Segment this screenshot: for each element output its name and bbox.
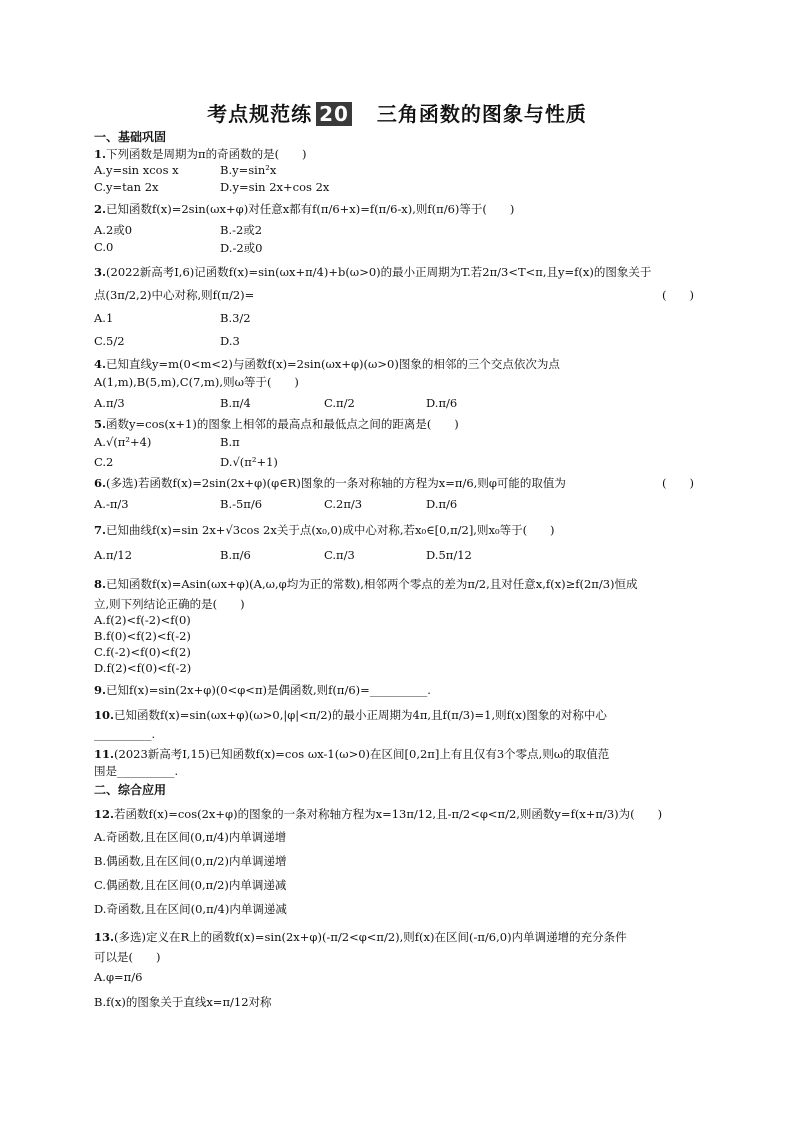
question-3-option-a: A.1: [94, 311, 114, 325]
question-2-stem: [94, 201, 514, 217]
question-number: 2.: [94, 202, 107, 216]
question-7-option-a: A.π/12: [94, 548, 133, 562]
question-7-option-b: B.π/6: [220, 548, 251, 562]
question-text: 已知曲线f(x)=sin 2x+√3cos 2x关于点(x₀,0)成中心对称,若x₀∈[0,π/2],则x₀等于( ): [106, 523, 555, 537]
section-basic: 一、基础巩固: [94, 130, 167, 144]
question-1-stem: [94, 146, 307, 162]
question-7-option-d: D.5π/12: [426, 548, 472, 562]
question-text: (2023新高考Ⅰ,15)已知函数f(x)=cos ωx-1(ω>0)在区间[0,2π]上有且仅有3个零点,则ω的取值范: [114, 747, 610, 761]
question-number: 4.: [94, 357, 107, 371]
question-11-stem-line2: 围是__________.: [94, 764, 179, 778]
question-1-option-c: C.y=tan 2x: [94, 180, 159, 194]
question-4-option-c: C.π/2: [324, 396, 355, 410]
question-number: 7.: [94, 523, 107, 537]
question-number: 3.: [94, 265, 107, 279]
question-6-option-d: D.π/6: [426, 497, 458, 511]
question-3-answer-paren: ( ): [662, 288, 694, 302]
question-number: 11.: [94, 747, 115, 761]
question-13-option-a: A.φ=π/6: [94, 970, 143, 984]
question-5-option-a: A.√(π²+4): [94, 435, 152, 449]
question-text: 下列函数是周期为π的奇函数的是( ): [106, 147, 307, 161]
question-number: 8.: [94, 577, 107, 591]
question-number: 10.: [94, 708, 115, 722]
question-7-stem: [94, 522, 555, 538]
question-text: (2022新高考Ⅰ,6)记函数f(x)=sin(ωx+π/4)+b(ω>0)的最小正周期为T.若2π/3<T<π,且y=f(x)的图象关于: [106, 265, 652, 279]
question-8-stem-line1: [94, 576, 638, 592]
question-8-option-c: C.f(-2)<f(0)<f(2): [94, 645, 191, 659]
question-11-stem-line1: [94, 746, 609, 762]
question-1-option-b: B.y=sin²x: [220, 163, 277, 177]
question-text: 已知函数f(x)=sin(ωx+φ)(ω>0,|φ|<π/2)的最小正周期为4π,且f(π/3)=1,则f(x)图象的对称中心: [114, 708, 607, 722]
question-number: 1.: [94, 147, 107, 161]
question-1-option-a: A.y=sin xcos x: [94, 163, 179, 177]
question-3-option-b: B.3/2: [220, 311, 251, 325]
question-8-option-b: B.f(0)<f(2)<f(-2): [94, 629, 191, 643]
question-4-option-d: D.π/6: [426, 396, 458, 410]
question-text: 已知函数f(x)=Asin(ωx+φ)(A,ω,φ均为正的常数),相邻两个零点的差为π/2,且对任意x,f(x)≥f(2π/3)恒成: [106, 577, 638, 591]
question-9-stem: [94, 682, 431, 698]
question-6-option-c: C.2π/3: [324, 497, 363, 511]
question-10-stem-line1: [94, 707, 607, 723]
question-6-answer-paren: ( ): [662, 476, 694, 490]
question-6-stem: [94, 475, 566, 491]
question-12-option-d: D.奇函数,且在区间(0,π/4)内单调递减: [94, 902, 287, 916]
question-13-option-b: B.f(x)的图象关于直线x=π/12对称: [94, 995, 272, 1009]
question-number: 5.: [94, 417, 107, 431]
section-applied: 二、综合应用: [94, 783, 167, 797]
question-13-stem-line1: [94, 929, 627, 945]
page-title: [0, 98, 794, 127]
question-7-option-c: C.π/3: [324, 548, 355, 562]
question-8-option-d: D.f(2)<f(0)<f(-2): [94, 661, 192, 675]
question-number: 9.: [94, 683, 107, 697]
question-12-option-b: B.偶函数,且在区间(0,π/2)内单调递增: [94, 854, 287, 868]
question-1-option-d: D.y=sin 2x+cos 2x: [220, 180, 330, 194]
question-text: 已知函数f(x)=2sin(ωx+φ)对任意x都有f(π/6+x)=f(π/6-x),则f(π/6)等于( ): [106, 202, 515, 216]
question-4-stem-line2: A(1,m),B(5,m),C(7,m),则ω等于( ): [94, 375, 299, 389]
question-6-option-a: A.-π/3: [94, 497, 129, 511]
question-2-option-d: D.-2或0: [220, 241, 263, 255]
question-text: (多选)若函数f(x)=2sin(2x+φ)(φ∈R)图象的一条对称轴的方程为x=π/6,则φ可能的取值为: [106, 476, 566, 490]
question-3-option-d: D.3: [220, 334, 240, 348]
question-5-option-c: C.2: [94, 455, 114, 469]
question-text: 若函数f(x)=cos(2x+φ)的图象的一条对称轴方程为x=13π/12,且-π/2<φ<π/2,则函数y=f(x+π/3)为( ): [114, 807, 663, 821]
question-number: 6.: [94, 476, 107, 490]
question-2-option-a: A.2或0: [94, 223, 133, 237]
question-10-stem-line2: __________.: [94, 727, 156, 741]
title-topic: 三角函数的图象与性质: [376, 102, 587, 126]
question-3-stem-line2: 点(3π/2,2)中心对称,则f(π/2)=: [94, 288, 255, 302]
question-2-option-b: B.-2或2: [220, 223, 263, 237]
question-5-option-d: D.√(π²+1): [220, 455, 278, 469]
question-13-stem-line2: 可以是( ): [94, 950, 161, 964]
question-4-stem-line1: [94, 356, 560, 372]
question-6-option-b: B.-5π/6: [220, 497, 263, 511]
question-4-option-a: A.π/3: [94, 396, 125, 410]
question-12-option-c: C.偶函数,且在区间(0,π/2)内单调递减: [94, 878, 287, 892]
question-8-option-a: A.f(2)<f(-2)<f(0): [94, 613, 191, 627]
title-main: 考点规范练: [207, 102, 313, 126]
question-3-stem-line1: [94, 264, 651, 280]
question-5-stem: [94, 416, 459, 432]
title-number-badge: 20: [316, 102, 352, 126]
question-number: 13.: [94, 930, 115, 944]
question-text: 函数y=cos(x+1)的图象上相邻的最高点和最低点之间的距离是( ): [106, 417, 459, 431]
question-12-stem: [94, 806, 662, 822]
question-12-option-a: A.奇函数,且在区间(0,π/4)内单调递增: [94, 830, 287, 844]
question-text: 已知直线y=m(0<m<2)与函数f(x)=2sin(ωx+φ)(ω>0)图象的相邻的三个交点依次为点: [106, 357, 560, 371]
question-5-option-b: B.π: [220, 435, 240, 449]
question-3-option-c: C.5/2: [94, 334, 125, 348]
question-2-option-c: C.0: [94, 240, 114, 254]
question-text: 已知f(x)=sin(2x+φ)(0<φ<π)是偶函数,则f(π/6)=__________.: [106, 683, 431, 697]
question-text: (多选)定义在R上的函数f(x)=sin(2x+φ)(-π/2<φ<π/2),则f(x)在区间(-π/6,0)内单调递增的充分条件: [114, 930, 627, 944]
question-number: 12.: [94, 807, 115, 821]
question-8-stem-line2: 立,则下列结论正确的是( ): [94, 597, 245, 611]
question-4-option-b: B.π/4: [220, 396, 251, 410]
